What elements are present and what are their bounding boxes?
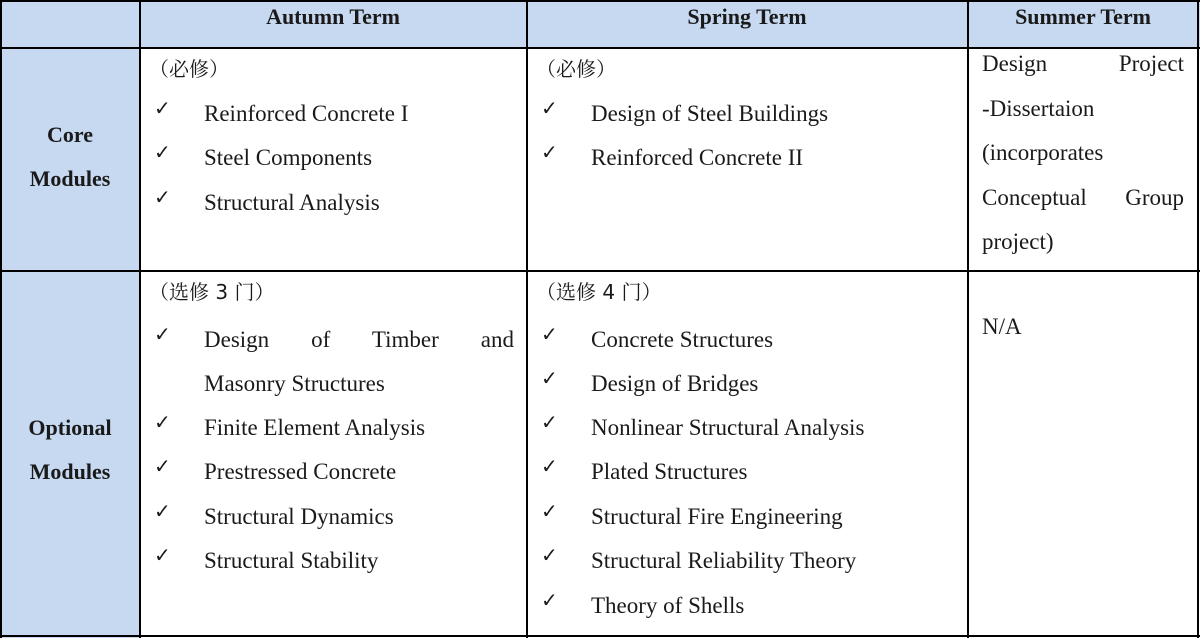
list-item [154,136,514,180]
core-spring-note: （必修） [536,57,616,81]
module-name: Structural Reliability Theory [591,548,857,573]
module-name: Structural Stability [204,548,379,573]
header-summer-term: Summer Term [1015,4,1151,29]
check-icon: ✓ [154,322,171,346]
check-icon: ✓ [541,96,558,120]
module-name: Finite Element Analysis [204,415,426,440]
list-item [541,584,951,628]
check-icon: ✓ [154,410,171,434]
module-name: Concrete Structures [591,327,774,352]
list-item [154,318,514,406]
border-bottom [0,635,1200,637]
optional-spring-note: （选修 4 门） [536,280,662,304]
module-name-line2: Masonry Structures [204,371,385,396]
row-header-optional-line1: Optional [28,415,112,440]
check-icon: ✓ [541,543,558,567]
check-icon: ✓ [541,499,558,523]
check-icon: ✓ [154,96,171,120]
border-right [1197,0,1199,638]
list-item [154,450,514,494]
module-name: Theory of Shells [591,593,745,618]
cell-core-summer [982,42,1184,265]
check-icon: ✓ [154,140,171,164]
check-icon: ✓ [154,454,171,478]
module-name: Nonlinear Structural Analysis [591,415,865,440]
list-item [541,318,951,362]
border-left [0,0,2,638]
list-item [541,495,951,539]
check-icon: ✓ [154,543,171,567]
module-name: Reinforced Concrete II [591,145,804,170]
module-name: Plated Structures [591,459,748,484]
module-name: Design of Bridges [591,371,759,396]
check-icon: ✓ [154,499,171,523]
list-item [154,92,514,136]
list-item [154,495,514,539]
row-header-core-line1: Core [46,122,94,147]
list-item [154,539,514,583]
row-header-core [0,107,140,207]
module-name [204,318,514,406]
list-item [541,539,951,583]
check-icon: ✓ [541,588,558,612]
check-icon: ✓ [154,185,171,209]
module-name-line1: Design of Timber and [204,327,514,352]
module-name: Structural Analysis [204,190,380,215]
row-header-optional-line2: Modules [29,459,111,484]
optional-autumn-note: （选修 3 门） [149,280,275,304]
module-name: Structural Dynamics [204,504,394,529]
core-autumn-note: （必修） [149,57,229,81]
summer-line: -Dissertaion [982,95,1095,121]
list-item [541,450,951,494]
check-icon: ✓ [541,454,558,478]
check-icon: ✓ [541,366,558,390]
list-item [541,362,951,406]
border-col-3 [967,0,969,638]
row-header-core-line2: Modules [29,166,111,191]
list-item [541,406,951,450]
module-name: Design of Steel Buildings [591,101,829,126]
list-item [541,92,951,136]
header-autumn-term: Autumn Term [266,4,400,29]
cell-optional-autumn [141,272,526,635]
row-header-optional [0,400,140,500]
module-name: Structural Fire Engineering [591,504,843,529]
cell-core-spring [528,49,967,270]
cell-core-autumn [141,49,526,270]
module-name: Reinforced Concrete I [204,101,409,126]
check-icon: ✓ [541,140,558,164]
list-item [541,136,951,180]
header-spring-term: Spring Term [687,4,807,29]
summer-line: Design Project [982,51,1184,76]
cell-optional-spring [528,272,967,635]
check-icon: ✓ [541,410,558,434]
module-name: Steel Components [204,145,373,170]
summer-line: (incorporates [982,140,1104,165]
list-item [154,406,514,450]
summer-line: Conceptual Group [982,184,1184,210]
module-name: Prestressed Concrete [204,459,397,484]
cell-optional-summer: N/A [982,314,1022,339]
list-item [154,181,514,225]
summer-line: project) [982,229,1054,254]
check-icon: ✓ [541,322,558,346]
